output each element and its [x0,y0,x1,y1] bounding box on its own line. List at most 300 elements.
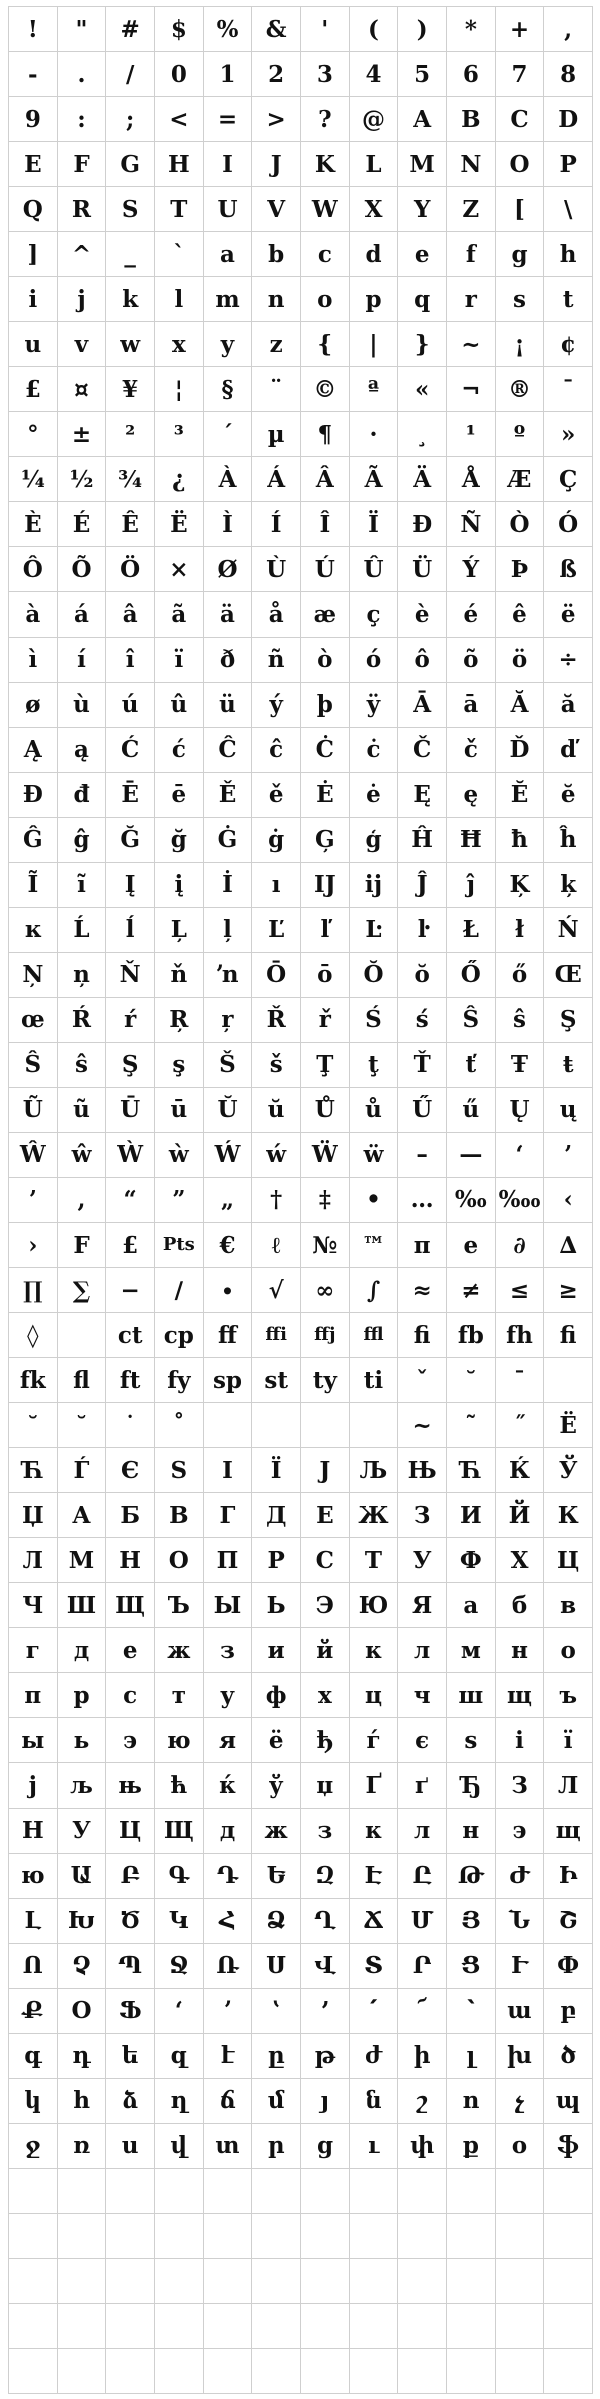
glyph-cell: Ը [398,1854,447,1899]
glyph-cell: ‹ [544,1178,593,1223]
glyph-cell: Н [106,1538,155,1583]
glyph-cell: ĝ [58,818,107,863]
glyph-cell: ֆ [544,2124,593,2169]
glyph-cell: e [447,1223,496,1268]
glyph-cell: ct [106,1313,155,1358]
glyph-cell: կ [9,2079,58,2124]
glyph-cell: ŉ [204,953,253,998]
glyph-cell: ‡ [301,1178,350,1223]
glyph-cell: ! [9,7,58,52]
glyph-cell: Մ [398,1899,447,1944]
glyph-cell: — [447,1133,496,1178]
glyph-cell: ÷ [544,638,593,683]
glyph-cell: Щ [155,1809,204,1854]
glyph-cell: ° [9,412,58,457]
glyph-cell: … [398,1178,447,1223]
glyph-cell: ш [447,1673,496,1718]
glyph-cell: ս [106,2124,155,2169]
glyph-cell: Ĺ [58,908,107,953]
glyph-cell: ћ [155,1763,204,1808]
glyph-cell: Л [9,1538,58,1583]
glyph-cell: ո [447,2079,496,2124]
glyph-cell: Ğ [106,818,155,863]
glyph-cell: ю [9,1854,58,1899]
glyph-cell [106,2304,155,2349]
glyph-cell: 7 [496,52,545,97]
glyph-cell: X [350,187,399,232]
glyph-cell: F [58,1223,107,1268]
glyph-cell: է [204,2034,253,2079]
glyph-cell [106,2214,155,2259]
glyph-cell: Ì [204,502,253,547]
glyph-cell: ŀ [398,908,447,953]
glyph-cell: fk [9,1358,58,1403]
glyph-cell: Ē [106,773,155,818]
glyph-cell: ¨ [252,367,301,412]
glyph-cell: ¡ [496,322,545,367]
glyph-cell: Љ [350,1448,399,1493]
glyph-cell: N [447,142,496,187]
glyph-cell: Լ [9,1899,58,1944]
glyph-cell: ’ [9,1178,58,1223]
glyph-cell: • [350,1178,399,1223]
glyph-cell: 1 [204,52,253,97]
glyph-cell: A [398,97,447,142]
glyph-cell: ņ [58,953,107,998]
glyph-cell: Ä [398,457,447,502]
glyph-cell: տ [204,2124,253,2169]
glyph-cell: é [447,592,496,637]
glyph-cell: ≠ [447,1268,496,1313]
glyph-cell: ã [155,592,204,637]
glyph-cell: t [544,277,593,322]
glyph-cell: П [204,1538,253,1583]
glyph-cell: 5 [398,52,447,97]
glyph-cell: Ō [252,953,301,998]
glyph-cell [106,2169,155,2214]
glyph-cell [544,2304,593,2349]
glyph-cell: Z [447,187,496,232]
glyph-cell: s [496,277,545,322]
glyph-cell: Ђ [447,1763,496,1808]
glyph-cell: Ю [350,1583,399,1628]
glyph-cell [398,2214,447,2259]
glyph-cell: D [544,97,593,142]
glyph-cell: Ć [106,728,155,773]
glyph-cell: ŵ [58,1133,107,1178]
glyph-cell: Ņ [9,953,58,998]
glyph-cell: ĥ [544,818,593,863]
glyph-cell: Ś [350,998,399,1043]
glyph-cell: Օ [58,1989,107,2034]
glyph-cell: ý [252,683,301,728]
glyph-cell: յ [301,2079,350,2124]
glyph-cell: ā [447,683,496,728]
glyph-cell: ˘ [58,1403,107,1448]
glyph-cell: q [398,277,447,322]
glyph-cell: Ŗ [155,998,204,1043]
glyph-cell: ½ [58,457,107,502]
glyph-cell: Ŵ [9,1133,58,1178]
glyph-cell: ˙ [106,1403,155,1448]
glyph-cell: щ [544,1809,593,1854]
glyph-cell: գ [9,2034,58,2079]
glyph-cell: o [301,277,350,322]
glyph-cell: ¯ [544,367,593,412]
glyph-cell: „ [204,1178,253,1223]
glyph-cell: ġ [252,818,301,863]
glyph-cell: ľ [301,908,350,953]
glyph-cell: ŗ [204,998,253,1043]
glyph-cell: ´ [204,412,253,457]
glyph-cell: Œ [544,953,593,998]
glyph-cell [204,2169,253,2214]
glyph-cell: д [58,1628,107,1673]
glyph-cell: ՝ [447,1989,496,2034]
glyph-cell: Բ [106,1854,155,1899]
glyph-cell: ( [350,7,399,52]
glyph-cell: ¦ [155,367,204,412]
glyph-cell [9,2169,58,2214]
glyph-cell [155,2214,204,2259]
glyph-cell: ∏ [9,1268,58,1313]
glyph-cell: fy [155,1358,204,1403]
glyph-cell: ծ [544,2034,593,2079]
glyph-cell: ė [350,773,399,818]
glyph-cell: ş [155,1043,204,1088]
glyph-cell: y [204,322,253,367]
glyph-cell: Ґ [350,1763,399,1808]
glyph-cell: Џ [9,1493,58,1538]
glyph-cell: ë [544,592,593,637]
glyph-cell: ^ [58,232,107,277]
glyph-cell: Ĩ [9,863,58,908]
glyph-cell: i [9,277,58,322]
glyph-cell [350,2259,399,2304]
glyph-cell: Ň [106,953,155,998]
glyph-cell [106,2349,155,2394]
glyph-cell: - [9,52,58,97]
glyph-cell: Æ [496,457,545,502]
glyph-cell: Į [106,863,155,908]
glyph-cell: st [252,1358,301,1403]
glyph-cell: b [252,232,301,277]
glyph-cell: Ũ [9,1088,58,1133]
glyph-cell [204,2259,253,2304]
glyph-cell: ŝ [58,1043,107,1088]
glyph-cell: ē [155,773,204,818]
glyph-cell: զ [155,2034,204,2079]
glyph-cell: = [204,97,253,142]
glyph-cell: ê [496,592,545,637]
glyph-cell: Ľ [252,908,301,953]
glyph-cell [204,1403,253,1448]
glyph-cell: ; [106,97,155,142]
glyph-cell: ] [9,232,58,277]
glyph-cell: ů [350,1088,399,1133]
glyph-cell: Ћ [9,1448,58,1493]
glyph-cell: ґ [398,1763,447,1808]
glyph-cell: № [301,1223,350,1268]
glyph-cell: ў [252,1763,301,1808]
glyph-cell: ◊ [9,1313,58,1358]
glyph-cell: ≤ [496,1268,545,1313]
glyph-cell: ъ [544,1673,593,1718]
glyph-cell: м [447,1628,496,1673]
glyph-cell: ŧ [544,1043,593,1088]
glyph-cell: Կ [155,1899,204,1944]
glyph-cell: ˚ [155,1403,204,1448]
glyph-cell: Ĳ [301,863,350,908]
glyph-cell: Ћ [447,1448,496,1493]
glyph-cell: ճ [204,2079,253,2124]
glyph-cell: Է [350,1854,399,1899]
glyph-cell: Ѓ [58,1448,107,1493]
glyph-cell: Ú [301,547,350,592]
glyph-cell: . [58,52,107,97]
glyph-cell [301,2214,350,2259]
glyph-cell: sp [204,1358,253,1403]
glyph-cell: ≈ [398,1268,447,1313]
glyph-cell: ĕ [544,773,593,818]
glyph-cell: б [496,1583,545,1628]
glyph-cell: Ð [398,502,447,547]
glyph-cell: ö [496,638,545,683]
glyph-cell [496,2259,545,2304]
glyph-cell: ŭ [252,1088,301,1133]
glyph-cell: Е [301,1493,350,1538]
glyph-cell: Í [252,502,301,547]
glyph-cell: k [106,277,155,322]
glyph-cell: ի [398,2034,447,2079]
glyph-cell: − [106,1268,155,1313]
glyph-cell: ó [350,638,399,683]
glyph-cell: / [106,52,155,97]
glyph-cell: € [204,1223,253,1268]
glyph-cell: љ [58,1763,107,1808]
glyph-cell: ŕ [106,998,155,1043]
glyph-cell: ı [252,863,301,908]
glyph-cell: ’ [544,1133,593,1178]
glyph-cell: ≥ [544,1268,593,1313]
glyph-cell [301,2259,350,2304]
glyph-cell: ŝ [496,998,545,1043]
glyph-cell [301,2304,350,2349]
glyph-cell: Ј [301,1448,350,1493]
glyph-cell: ц [350,1673,399,1718]
glyph-cell: А [58,1493,107,1538]
glyph-cell: å [252,592,301,637]
glyph-cell: Ŧ [496,1043,545,1088]
glyph-cell: Ř [252,998,301,1043]
glyph-cell: , [544,7,593,52]
glyph-cell: ж [252,1809,301,1854]
glyph-cell: Ş [544,998,593,1043]
glyph-cell: Ĵ [398,863,447,908]
glyph-cell: 8 [544,52,593,97]
glyph-cell: ģ [350,818,399,863]
glyph-cell: վ [155,2124,204,2169]
glyph-cell: Ô [9,547,58,592]
glyph-cell: Д [252,1493,301,1538]
glyph-cell: Ý [447,547,496,592]
glyph-cell: ď [544,728,593,773]
glyph-cell: Ц [544,1538,593,1583]
glyph-cell: ¶ [301,412,350,457]
glyph-cell: и [252,1628,301,1673]
glyph-cell [58,2214,107,2259]
glyph-cell [252,2304,301,2349]
glyph-cell: l [155,277,204,322]
glyph-cell [544,2349,593,2394]
glyph-cell: Ց [447,1944,496,1989]
glyph-cell: d [350,232,399,277]
glyph-cell: þ [301,683,350,728]
glyph-cell: % [204,7,253,52]
glyph-cell: Л [544,1763,593,1808]
glyph-cell: Ń [544,908,593,953]
glyph-cell: ¢ [544,322,593,367]
glyph-cell: _ [106,232,155,277]
glyph-cell [447,2259,496,2304]
glyph-cell: fi [398,1313,447,1358]
glyph-cell: ‰ [447,1178,496,1223]
glyph-cell: ß [544,547,593,592]
glyph-cell: ő [496,953,545,998]
glyph-cell [252,2259,301,2304]
glyph-cell: մ [252,2079,301,2124]
glyph-cell: » [544,412,593,457]
glyph-cell: u [9,322,58,367]
glyph-cell: < [155,97,204,142]
glyph-cell: Ա [58,1854,107,1899]
glyph-cell: Ģ [301,818,350,863]
glyph-cell: n [252,277,301,322]
glyph-cell: 4 [350,52,399,97]
glyph-cell: ւ [350,2124,399,2169]
glyph-cell: £ [9,367,58,412]
glyph-cell: ³ [155,412,204,457]
glyph-cell: # [106,7,155,52]
glyph-cell: я [204,1718,253,1763]
glyph-cell: û [155,683,204,728]
glyph-cell: Ê [106,502,155,547]
glyph-cell: Ł [447,908,496,953]
glyph-cell: ō [301,953,350,998]
glyph-cell: ռ [58,2124,107,2169]
glyph-cell: Ó [544,502,593,547]
glyph-cell: Ẁ [106,1133,155,1178]
glyph-cell [544,2214,593,2259]
glyph-cell: ¿ [155,457,204,502]
glyph-cell: ж [155,1628,204,1673]
glyph-cell: Ā [398,683,447,728]
glyph-cell: ċ [350,728,399,773]
glyph-cell: Ծ [106,1899,155,1944]
glyph-cell: օ [496,2124,545,2169]
glyph-cell: Ս [252,1944,301,1989]
glyph-cell: È [9,502,58,547]
glyph-cell: ր [252,2124,301,2169]
glyph-cell: Ū [106,1088,155,1133]
glyph-cell: Ŭ [204,1088,253,1133]
glyph-cell: ű [447,1088,496,1133]
glyph-cell: Տ [350,1944,399,1989]
glyph-cell [155,2349,204,2394]
glyph-cell [447,2169,496,2214]
glyph-cell: Ժ [496,1854,545,1899]
glyph-cell: ñ [252,638,301,683]
glyph-cell: Ĕ [496,773,545,818]
glyph-cell: ) [398,7,447,52]
glyph-cell: ļ [204,908,253,953]
glyph-cell: Ċ [301,728,350,773]
glyph-cell: Թ [447,1854,496,1899]
glyph-cell: H [155,142,204,187]
glyph-cell: ± [58,412,107,457]
glyph-cell: · [350,412,399,457]
glyph-cell: a [204,232,253,277]
glyph-cell: Ĥ [398,818,447,863]
glyph-cell: Ą [9,728,58,773]
glyph-cell: Т [350,1538,399,1583]
glyph-cell: ĺ [106,908,155,953]
glyph-cell: ū [155,1088,204,1133]
glyph-cell: Я [398,1583,447,1628]
glyph-cell: ř [301,998,350,1043]
glyph-cell: у [204,1673,253,1718]
glyph-cell [447,2349,496,2394]
glyph-cell: լ [447,2034,496,2079]
glyph-cell: 3 [301,52,350,97]
glyph-cell [252,2214,301,2259]
glyph-cell: ˇ [398,1358,447,1403]
glyph-cell: Ф [447,1538,496,1583]
glyph-cell: ժ [350,2034,399,2079]
glyph-cell: ù [58,683,107,728]
glyph-cell: ∞ [301,1268,350,1313]
glyph-cell: ä [204,592,253,637]
glyph-cell: պ [544,2079,593,2124]
glyph-cell: ò [301,638,350,683]
glyph-cell: д [204,1809,253,1854]
glyph-cell: â [106,592,155,637]
glyph-cell: ѓ [350,1718,399,1763]
glyph-cell: Č [398,728,447,773]
glyph-cell: е [106,1628,155,1673]
glyph-cell: Ë [155,502,204,547]
glyph-cell: Ш [58,1583,107,1628]
glyph-cell: Ճ [350,1899,399,1944]
glyph-cell: Ջ [155,1944,204,1989]
glyph-cell: : [58,97,107,142]
glyph-cell: Щ [106,1583,155,1628]
glyph-cell: C [496,97,545,142]
glyph-cell [350,2214,399,2259]
glyph-cell: Ь [252,1583,301,1628]
glyph-cell: ś [398,998,447,1043]
glyph-cell: J [252,142,301,187]
glyph-cell: Ù [252,547,301,592]
glyph-cell: Ѕ [155,1448,204,1493]
glyph-cell: ы [9,1718,58,1763]
glyph-cell: н [447,1809,496,1854]
glyph-cell: ų [544,1088,593,1133]
glyph-cell: ẅ [350,1133,399,1178]
glyph-cell: ø [9,683,58,728]
glyph-cell: І [204,1448,253,1493]
glyph-cell: z [252,322,301,367]
